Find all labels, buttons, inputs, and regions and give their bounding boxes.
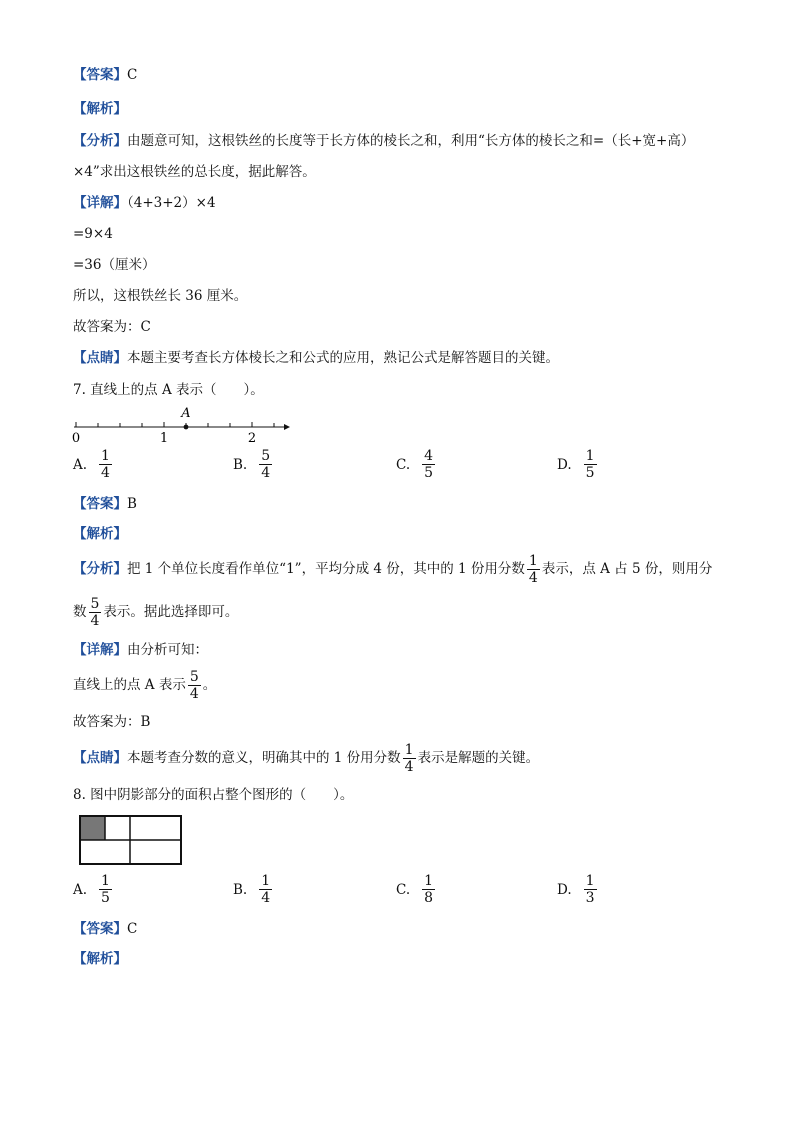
- q7-option-b[interactable]: [233, 448, 274, 481]
- point-a-label: A: [181, 406, 191, 421]
- fenxi-text-a: 把 1 个单位长度看作单位“1”，平均分成 4 份，其中的 1 份用分数: [127, 561, 525, 577]
- analysis-tag: 【解析】: [73, 526, 127, 542]
- fraction-one-quarter: $\frac{1}{4}$: [528, 553, 538, 586]
- q7-answer-line: [73, 494, 137, 514]
- option-letter: A.: [73, 456, 88, 473]
- option-fraction: $\frac{5}{4}$: [261, 448, 271, 481]
- dianjing-text: 本题主要考查长方体棱长之和公式的应用，熟记公式是解答题目的关键。: [127, 350, 559, 366]
- option-letter: B.: [233, 456, 248, 473]
- q7-fenxi-line1: [73, 552, 712, 586]
- number-line-tick-label: 2: [247, 431, 257, 446]
- analysis-tag: 【解析】: [73, 101, 127, 117]
- number-line-arrow: [284, 424, 290, 430]
- option-letter: B.: [233, 881, 248, 898]
- q6-answer-line: [73, 65, 137, 85]
- dianjing-text-b: 表示是解题的关键。: [417, 750, 540, 766]
- q7-stem: 7. 直线上的点 A 表示（ ）。: [73, 382, 264, 398]
- option-letter: D.: [557, 456, 572, 473]
- shaded-rectangle-figure: [78, 814, 184, 866]
- option-fraction: $\frac{4}{5}$: [424, 448, 434, 481]
- detail-text-b: 。: [202, 677, 217, 693]
- q7-detail-line1: [73, 640, 208, 660]
- q8-option-a[interactable]: [73, 873, 114, 906]
- dianjing-tag: 【点睛】: [73, 350, 127, 366]
- number-line-tick-label: 0: [71, 431, 81, 446]
- fenxi-tag: 【分析】: [73, 561, 127, 577]
- q8-analysis-heading: [73, 949, 127, 969]
- fenxi-text-c: 数: [73, 604, 87, 620]
- answer-value: B: [127, 496, 137, 512]
- q6-fenxi-line2: ×4”求出这根铁丝的总长度，据此解答。: [73, 164, 316, 180]
- option-letter: D.: [557, 881, 572, 898]
- q7-analysis-heading: [73, 524, 127, 544]
- option-fraction: $\frac{1}{8}$: [424, 873, 434, 906]
- answer-tag: 【答案】: [73, 921, 127, 937]
- q6-detail-line3: =36（厘米）: [73, 257, 156, 273]
- q8-option-d[interactable]: [557, 873, 599, 906]
- fraction-five-quarters: $\frac{5}{4}$: [189, 669, 199, 702]
- fenxi-text: 由题意可知，这根铁丝的长度等于长方体的棱长之和，利用“长方体的棱长之和=（长+宽+高）: [127, 133, 695, 149]
- q6-detail-line4: 所以，这根铁丝长 36 厘米。: [73, 288, 248, 304]
- detail-tag: 【详解】: [73, 642, 127, 658]
- q7-fenxi-line2: [73, 595, 238, 629]
- q6-detail-line2: =9×4: [73, 226, 113, 242]
- number-line-figure: [66, 402, 296, 448]
- fenxi-text-d: 表示。据此选择即可。: [103, 604, 239, 620]
- answer-value: C: [127, 67, 138, 83]
- option-letter: C.: [396, 881, 411, 898]
- option-fraction: $\frac{1}{5}$: [101, 873, 110, 906]
- detail-text: 由分析可知：: [127, 642, 208, 658]
- q8-answer-line: [73, 919, 137, 939]
- q7-option-d[interactable]: [557, 448, 599, 481]
- answer-value: C: [127, 921, 138, 937]
- detail-tag: 【详解】: [73, 195, 127, 211]
- q7-detail-line2: [73, 668, 216, 702]
- option-letter: C.: [396, 456, 411, 473]
- q6-analysis-heading: [73, 99, 127, 119]
- option-fraction: $\frac{1}{4}$: [101, 448, 110, 481]
- option-letter: A.: [73, 881, 88, 898]
- option-fraction: $\frac{1}{3}$: [585, 873, 595, 906]
- q7-final-answer: 故答案为：B: [73, 714, 151, 730]
- fraction-five-quarters: $\frac{5}{4}$: [90, 596, 100, 629]
- q7-option-a[interactable]: [73, 448, 114, 481]
- point-a-dot: [184, 425, 189, 430]
- q6-fenxi-line1: [73, 131, 694, 151]
- q8-option-c[interactable]: [396, 873, 437, 906]
- dianjing-text-a: 本题考查分数的意义，明确其中的 1 份用分数: [127, 750, 401, 766]
- option-fraction: $\frac{1}{5}$: [585, 448, 595, 481]
- q7-option-c[interactable]: [396, 448, 437, 481]
- dianjing-tag: 【点睛】: [73, 750, 127, 766]
- q8-option-b[interactable]: [233, 873, 274, 906]
- analysis-tag: 【解析】: [73, 951, 127, 967]
- fenxi-tag: 【分析】: [73, 133, 127, 149]
- q8-stem: 8. 图中阴影部分的面积占整个图形的（ ）。: [73, 787, 354, 803]
- detail-text: （4+3+2）×4: [127, 195, 216, 211]
- fraction-one-quarter: $\frac{1}{4}$: [404, 742, 414, 775]
- q6-dianjing-line: [73, 348, 559, 368]
- detail-text-a: 直线上的点 A 表示: [73, 677, 186, 693]
- answer-tag: 【答案】: [73, 496, 127, 512]
- fenxi-text-b: 表示，点 A 占 5 份，则用分: [541, 561, 713, 577]
- q6-detail-line1: [73, 193, 216, 213]
- shaded-cell: [80, 816, 105, 840]
- answer-tag: 【答案】: [73, 67, 127, 83]
- q6-final-answer: 故答案为：C: [73, 319, 151, 335]
- number-line-tick-label: 1: [159, 431, 169, 446]
- q7-dianjing-line: [73, 741, 539, 775]
- option-fraction: $\frac{1}{4}$: [261, 873, 271, 906]
